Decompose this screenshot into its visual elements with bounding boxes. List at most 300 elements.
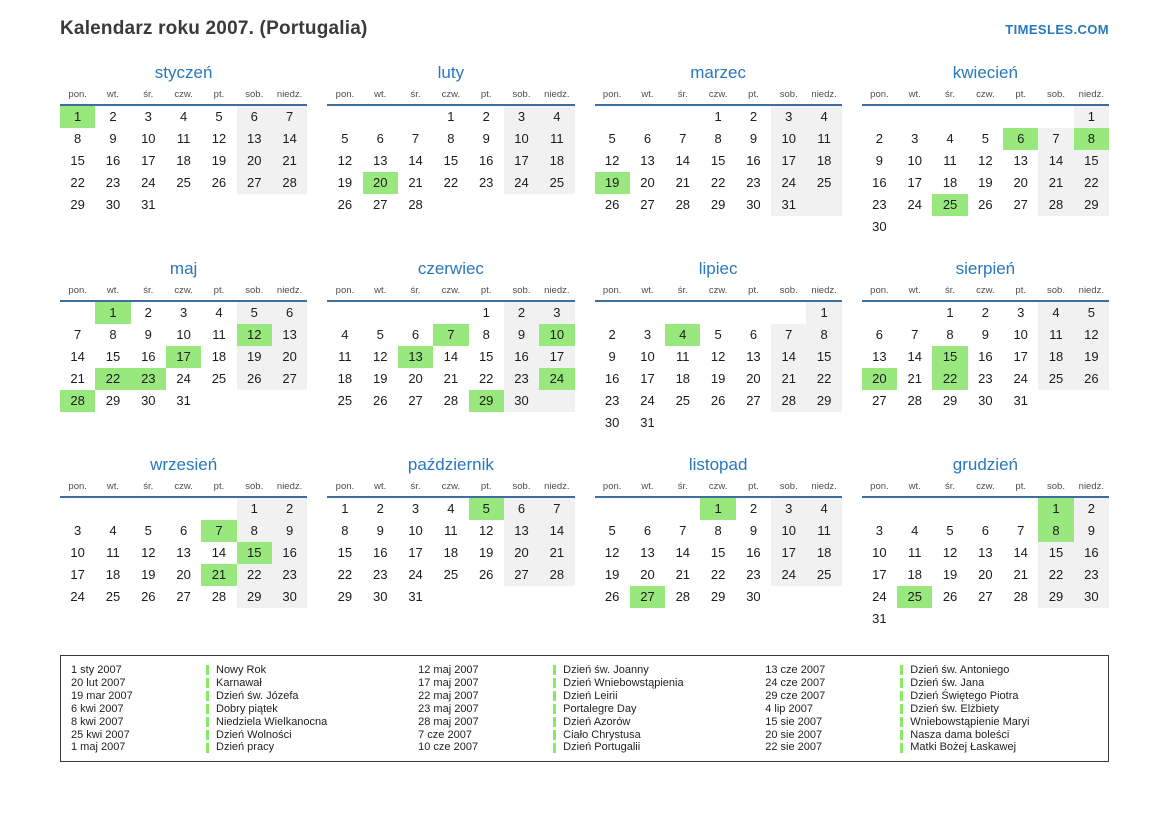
day-cell: 12	[604, 545, 620, 560]
month-block-6	[327, 258, 574, 437]
day-cell: 2	[376, 501, 384, 516]
week-row	[60, 106, 307, 128]
weekday-label: pon.	[335, 285, 355, 296]
day-cell: 4	[215, 305, 223, 320]
legend-date: 23 maj 2007	[418, 702, 479, 715]
day-cell: 18	[806, 150, 841, 172]
weekday-label: pt.	[748, 285, 759, 296]
empty-cell	[806, 586, 841, 608]
day-cell: 10	[141, 131, 156, 146]
holiday-tick-icon	[553, 730, 556, 740]
weekday-label: sob.	[1047, 285, 1065, 296]
day-cell: 28	[907, 393, 922, 408]
empty-cell	[327, 106, 362, 128]
weekday-label: pon.	[335, 481, 355, 492]
empty-cell	[504, 586, 539, 608]
topbar	[60, 18, 1109, 40]
weekday-label: niedz.	[276, 285, 303, 296]
month-title: kwiecień	[952, 63, 1018, 82]
weekday-label: czw.	[174, 481, 193, 492]
day-cell: 14	[1013, 545, 1028, 560]
weekday-label: niedz.	[544, 89, 570, 100]
week-row	[327, 194, 574, 216]
day-cell: 30	[105, 197, 121, 212]
week-row	[595, 106, 842, 128]
day-cell: 9	[272, 520, 307, 542]
holiday-day-cell: 15	[237, 542, 272, 564]
weekday-header-row	[862, 480, 1109, 498]
weekday-label: sob.	[779, 285, 798, 296]
weekday-header-row	[327, 480, 574, 498]
day-cell: 9	[482, 131, 490, 146]
weekday-label: sob.	[245, 481, 264, 492]
day-cell: 4	[1038, 302, 1073, 324]
week-row	[595, 498, 842, 520]
holiday-tick-icon	[553, 678, 556, 688]
week-row	[60, 564, 307, 586]
day-cell: 22	[478, 371, 494, 386]
day-cell: 11	[1038, 324, 1073, 346]
weekday-label: czw.	[708, 481, 728, 492]
legend-date: 17 maj 2007	[418, 676, 479, 689]
month-block-1	[60, 62, 307, 241]
day-cell: 18	[806, 542, 841, 564]
weekday-header-row	[862, 88, 1109, 106]
holiday-day-cell: 21	[201, 564, 236, 586]
day-cell: 26	[604, 589, 620, 604]
empty-cell	[95, 498, 130, 520]
day-cell: 9	[981, 327, 989, 342]
day-cell: 18	[942, 175, 958, 190]
empty-cell	[1038, 608, 1073, 630]
empty-cell	[1003, 106, 1038, 128]
day-cell: 6	[875, 327, 884, 342]
week-row	[327, 324, 574, 346]
day-cell: 16	[604, 371, 620, 386]
day-cell: 8	[447, 131, 455, 146]
month-block-5	[60, 258, 307, 437]
week-row	[595, 150, 842, 172]
empty-cell	[897, 302, 932, 324]
weekday-header-row	[60, 284, 307, 302]
day-cell: 27	[176, 589, 191, 604]
weekday-label: pt.	[213, 285, 225, 296]
day-cell: 1	[806, 302, 841, 324]
day-cell: 8	[237, 520, 272, 542]
week-row	[60, 586, 307, 608]
day-cell: 24	[771, 172, 806, 194]
weekday-label: czw.	[976, 285, 995, 296]
day-cell: 19	[372, 371, 388, 386]
weekday-label: sob.	[245, 89, 264, 100]
weekday-label: pt.	[748, 481, 759, 492]
legend-holiday-name: Dzień Wniebowstąpienia	[553, 677, 683, 690]
weekday-label: sob.	[245, 285, 264, 296]
day-cell: 24	[771, 564, 806, 586]
day-cell: 22	[1074, 172, 1109, 194]
empty-cell	[433, 194, 468, 216]
weekday-label: pt.	[480, 285, 492, 296]
holiday-day-cell: 28	[60, 390, 95, 412]
empty-cell	[932, 608, 967, 630]
legend-entry	[71, 690, 404, 703]
day-cell: 29	[710, 197, 726, 212]
week-row	[60, 324, 307, 346]
day-cell: 18	[1038, 346, 1073, 368]
empty-cell	[771, 302, 806, 324]
day-cell: 19	[237, 346, 272, 368]
legend-holiday-name: Dzień Świętego Piotra	[900, 690, 1018, 703]
day-cell: 8	[109, 327, 117, 342]
page-title: Kalendarz roku 2007. (Portugalia)	[60, 18, 368, 39]
weekday-label: pt.	[480, 89, 492, 100]
day-cell: 4	[806, 498, 841, 520]
day-cell: 11	[806, 128, 841, 150]
weekday-header-row	[327, 88, 574, 106]
holiday-tick-icon	[900, 704, 903, 714]
week-row	[862, 608, 1109, 630]
empty-cell	[433, 586, 468, 608]
legend-entry	[418, 677, 751, 690]
day-cell: 23	[1074, 564, 1109, 586]
day-cell: 22	[806, 368, 841, 390]
month-block-10	[327, 454, 574, 633]
weekday-header-row	[327, 284, 574, 302]
empty-cell	[736, 412, 771, 434]
weekday-header-row	[60, 480, 307, 498]
day-cell: 26	[337, 197, 353, 212]
day-cell: 5	[376, 327, 384, 342]
day-cell: 9	[608, 349, 616, 364]
day-cell: 12	[372, 349, 388, 364]
legend-date: 6 kwi 2007	[71, 702, 124, 715]
day-cell: 29	[1074, 194, 1109, 216]
weekday-label: wt.	[106, 285, 120, 296]
day-cell: 14	[675, 545, 691, 560]
day-cell: 12	[478, 523, 494, 538]
day-cell: 19	[1074, 346, 1109, 368]
holiday-day-cell: 22	[932, 368, 967, 390]
holiday-tick-icon	[900, 691, 903, 701]
weekday-label: niedz.	[811, 285, 837, 296]
week-row	[862, 324, 1109, 346]
day-cell: 21	[539, 542, 574, 564]
legend-entry	[71, 729, 404, 742]
holiday-tick-icon	[553, 743, 556, 753]
day-cell: 13	[640, 545, 655, 560]
month-block-11	[595, 454, 842, 633]
empty-cell	[363, 302, 398, 324]
day-cell: 20	[237, 150, 272, 172]
legend-entry	[418, 703, 751, 716]
day-cell: 28	[1038, 194, 1073, 216]
week-row	[862, 564, 1109, 586]
day-cell: 19	[604, 567, 620, 582]
day-cell: 2	[109, 109, 117, 124]
empty-cell	[1074, 390, 1109, 412]
holiday-day-cell: 10	[539, 324, 574, 346]
day-cell: 24	[1013, 371, 1028, 386]
day-cell: 15	[1074, 150, 1109, 172]
empty-cell	[166, 498, 201, 520]
day-cell: 8	[806, 324, 841, 346]
day-cell: 11	[806, 520, 841, 542]
empty-cell	[1003, 608, 1038, 630]
day-cell: 20	[408, 371, 423, 386]
day-cell: 14	[771, 346, 806, 368]
day-cell: 23	[872, 197, 887, 212]
weekday-label: śr.	[677, 481, 688, 492]
empty-cell	[60, 302, 95, 324]
empty-cell	[897, 216, 932, 238]
month-block-7	[595, 258, 842, 437]
week-row	[862, 216, 1109, 238]
day-cell: 4	[911, 523, 919, 538]
day-cell: 9	[749, 131, 758, 146]
holiday-day-cell: 8	[1074, 128, 1109, 150]
empty-cell	[806, 412, 841, 434]
day-cell: 19	[478, 545, 494, 560]
day-cell: 6	[643, 131, 652, 146]
legend-holiday-name: Dzień św. Antoniego	[900, 664, 1009, 677]
day-cell: 30	[746, 589, 761, 604]
day-cell: 3	[411, 501, 420, 516]
day-cell: 5	[237, 302, 272, 324]
weekday-label: śr.	[143, 89, 154, 100]
day-cell: 15	[105, 349, 121, 364]
day-cell: 14	[907, 349, 922, 364]
day-cell: 7	[411, 131, 420, 146]
day-cell: 2	[749, 109, 758, 124]
empty-cell	[700, 412, 735, 434]
day-cell: 8	[74, 131, 82, 146]
week-row	[327, 346, 574, 368]
empty-cell	[201, 498, 236, 520]
legend-date: 10 cze 2007	[418, 741, 479, 754]
empty-cell	[932, 106, 967, 128]
holiday-day-cell: 7	[433, 324, 468, 346]
weekday-header-row	[595, 88, 842, 106]
day-cell: 3	[771, 498, 806, 520]
week-row	[60, 368, 307, 390]
day-cell: 13	[237, 128, 272, 150]
day-cell: 6	[643, 523, 652, 538]
legend-entry	[418, 729, 751, 742]
week-row	[595, 172, 842, 194]
day-cell: 3	[74, 523, 82, 538]
day-cell: 12	[141, 545, 156, 560]
holiday-day-cell: 25	[897, 586, 932, 608]
month-title: marzec	[690, 63, 746, 82]
day-cell: 12	[211, 131, 227, 146]
weekday-label: sob.	[512, 481, 531, 492]
day-cell: 7	[679, 131, 687, 146]
holiday-day-cell: 17	[166, 346, 201, 368]
day-cell: 18	[539, 150, 574, 172]
day-cell: 3	[180, 305, 188, 320]
weekday-label: pt.	[748, 89, 759, 100]
legend-holiday-name: Wniebowstąpienie Maryi	[900, 716, 1029, 729]
day-cell: 20	[1013, 175, 1028, 190]
empty-cell	[539, 390, 574, 412]
week-row	[595, 302, 842, 324]
week-row	[60, 390, 307, 412]
legend-entry	[418, 690, 751, 703]
weekday-label: pon.	[335, 89, 355, 100]
weekday-label: pon.	[68, 285, 87, 296]
day-cell: 1	[946, 305, 954, 320]
weekday-label: czw.	[174, 89, 193, 100]
empty-cell	[539, 586, 574, 608]
day-cell: 21	[675, 175, 691, 190]
brand-link[interactable]: TIMESLES.COM	[1005, 22, 1109, 37]
empty-cell	[272, 194, 307, 216]
holiday-tick-icon	[206, 678, 209, 688]
week-row	[595, 564, 842, 586]
empty-cell	[897, 608, 932, 630]
weekday-label: pt.	[1015, 285, 1026, 296]
day-cell: 20	[176, 567, 191, 582]
empty-cell	[771, 586, 806, 608]
empty-cell	[862, 498, 897, 520]
empty-cell	[398, 106, 433, 128]
day-cell: 18	[443, 545, 459, 560]
day-cell: 2	[749, 501, 758, 516]
weekday-label: niedz.	[1078, 89, 1105, 100]
holiday-day-cell: 23	[131, 368, 166, 390]
empty-cell	[201, 194, 236, 216]
day-cell: 12	[337, 153, 353, 168]
empty-cell	[433, 302, 468, 324]
day-cell: 25	[211, 371, 227, 386]
empty-cell	[60, 498, 95, 520]
legend-holiday-name: Karnawał	[206, 677, 262, 690]
empty-cell	[968, 498, 1003, 520]
week-row	[595, 194, 842, 216]
day-cell: 5	[981, 131, 989, 146]
day-cell: 22	[710, 175, 726, 190]
legend-entry	[765, 690, 1098, 703]
day-cell: 26	[942, 589, 958, 604]
day-cell: 13	[504, 520, 539, 542]
weekday-label: niedz.	[276, 89, 303, 100]
day-cell: 14	[443, 349, 459, 364]
week-row	[327, 390, 574, 412]
day-cell: 3	[144, 109, 152, 124]
day-cell: 9	[749, 523, 758, 538]
day-cell: 17	[141, 153, 156, 168]
month-title: czerwiec	[417, 259, 484, 278]
day-cell: 11	[444, 523, 458, 538]
day-cell: 26	[141, 589, 156, 604]
legend-date: 4 lip 2007	[765, 702, 813, 715]
day-cell: 15	[806, 346, 841, 368]
weekday-label: niedz.	[544, 285, 570, 296]
day-cell: 1	[714, 109, 722, 124]
legend-column-1	[71, 664, 404, 754]
empty-cell	[201, 390, 236, 412]
day-cell: 4	[946, 131, 954, 146]
month-title: wrzesień	[150, 455, 218, 474]
week-row	[60, 520, 307, 542]
day-cell: 31	[640, 415, 655, 430]
day-cell: 25	[806, 172, 841, 194]
legend-entry	[765, 729, 1098, 742]
holiday-day-cell: 25	[932, 194, 967, 216]
day-cell: 24	[408, 567, 423, 582]
empty-cell	[806, 194, 841, 216]
empty-cell	[968, 216, 1003, 238]
day-cell: 10	[1013, 327, 1028, 342]
day-cell: 6	[376, 131, 384, 146]
day-cell: 13	[372, 153, 388, 168]
day-cell: 3	[911, 131, 919, 146]
empty-cell	[897, 498, 932, 520]
weekday-label: niedz.	[276, 481, 303, 492]
day-cell: 23	[372, 567, 388, 582]
legend-holiday-name: Dzień Leirii	[553, 690, 617, 703]
month-block-3	[595, 62, 842, 241]
day-cell: 1	[341, 501, 349, 516]
weekday-header-row	[595, 284, 842, 302]
weekday-label: niedz.	[544, 481, 570, 492]
day-cell: 3	[1017, 305, 1025, 320]
legend-entry	[71, 703, 404, 716]
day-cell: 25	[1038, 368, 1073, 390]
day-cell: 7	[911, 327, 919, 342]
day-cell: 31	[176, 393, 191, 408]
holiday-day-cell: 20	[862, 368, 897, 390]
day-cell: 25	[539, 172, 574, 194]
day-cell: 5	[341, 131, 349, 146]
holiday-day-cell: 22	[95, 368, 130, 390]
holiday-day-cell: 5	[469, 498, 504, 520]
empty-cell	[630, 498, 665, 520]
day-cell: 4	[341, 327, 349, 342]
week-row	[862, 542, 1109, 564]
day-cell: 30	[1074, 586, 1109, 608]
day-cell: 9	[1074, 520, 1109, 542]
day-cell: 15	[710, 545, 726, 560]
day-cell: 23	[272, 564, 307, 586]
day-cell: 14	[70, 349, 85, 364]
legend-date: 1 sty 2007	[71, 664, 122, 676]
weekday-label: śr.	[143, 481, 154, 492]
week-row	[327, 498, 574, 520]
empty-cell	[968, 106, 1003, 128]
month-title: maj	[169, 259, 198, 278]
weekday-label: czw.	[976, 89, 995, 100]
weekday-label: wt.	[908, 89, 921, 100]
week-row	[327, 586, 574, 608]
day-cell: 6	[180, 523, 188, 538]
day-cell: 7	[539, 498, 574, 520]
week-row	[60, 172, 307, 194]
week-row	[327, 520, 574, 542]
week-row	[862, 150, 1109, 172]
weekday-label: pt.	[480, 481, 492, 492]
legend-entry	[418, 741, 751, 754]
legend-date: 13 cze 2007	[765, 664, 826, 676]
week-row	[862, 390, 1109, 412]
day-cell: 4	[447, 501, 455, 516]
day-cell: 24	[70, 589, 85, 604]
weekday-label: pon.	[602, 285, 622, 296]
day-cell: 15	[443, 153, 459, 168]
legend-holiday-name: Nasza dama boleści	[900, 729, 1009, 742]
day-cell: 2	[608, 327, 616, 342]
day-cell: 24	[141, 175, 156, 190]
